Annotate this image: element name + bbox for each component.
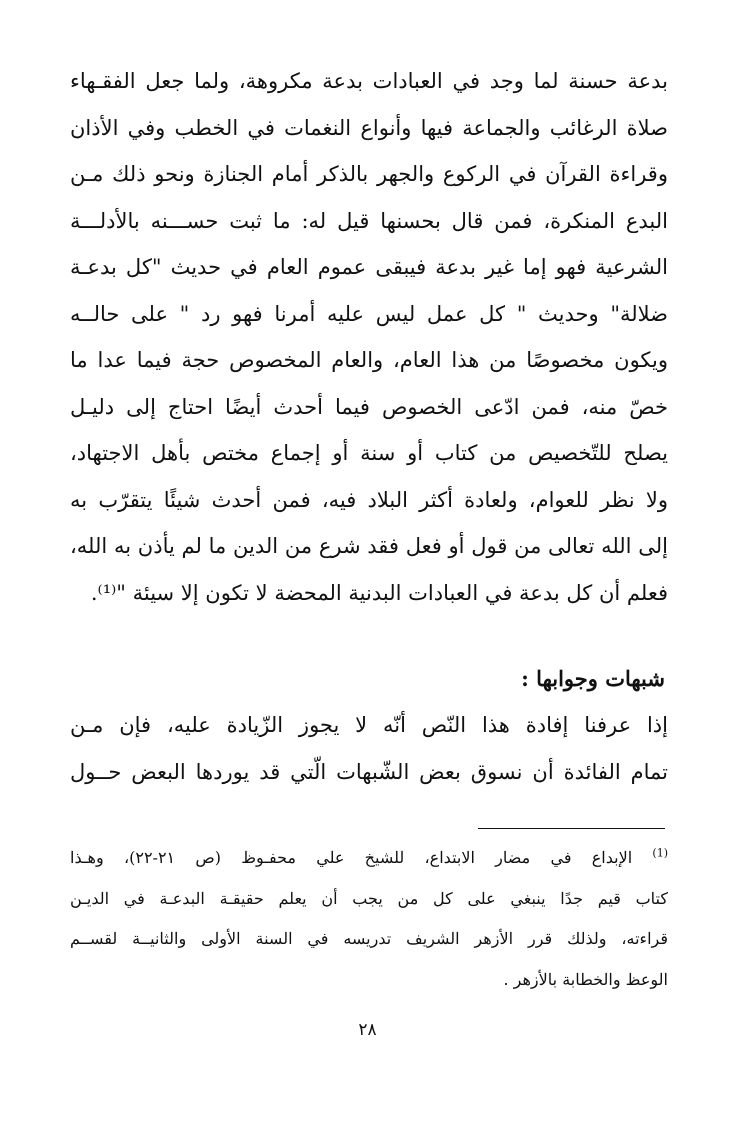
footnote-divider [478, 828, 665, 829]
text-line: ضلالة" وحديث " كل عمل ليس عليه أمرنا فهو رد " على حالــه [70, 301, 668, 326]
footnote-line: الوعظ والخطابة بالأزهر . [503, 969, 668, 989]
text-line: بدعة حسنة لما وجد في العبادات بدعة مكروهة، ولما جعل الفقـهاء [70, 69, 668, 93]
text-line: صلاة الرغائب والجماعة فيها وأنواع النغمات في الخطب وفي الأذان [70, 115, 668, 140]
section-text-block [70, 702, 668, 795]
main-text-block [70, 58, 668, 616]
text-line: يصلح للتّخصيص من كتاب أو سنة أو إجماع مختص بأهل الاجتهاد، [70, 441, 668, 465]
text-line: تمام الفائدة أن نسوق بعض الشّبهات الّتي قد يوردها البعض حــول [70, 759, 668, 784]
text-line: إذا عرفنا إفادة هذا النّص أنّه لا يجوز الزّيادة عليه، فإن مـن [70, 713, 668, 737]
text-line: ويكون مخصوصًا من هذا العام، والعام المخصوص حجة فيما عدا ما [70, 348, 668, 372]
footnote-block [70, 838, 668, 1000]
text-line: فعلم أن كل بدعة في العبادات البدنية المحضة لا تكون إلا سيئة "⁽¹⁾. [90, 580, 668, 605]
section-heading: شبهات وجوابها : [521, 666, 665, 691]
footnote-line [70, 838, 668, 879]
text-line: الشرعية فهو إما غير بدعة فيبقى عموم العام في حديث "كل بدعـة [70, 255, 668, 279]
footnote-line: قراءته، ولذلك قرر الأزهر الشريف تدريسه في السنة الأولى والثانيــة لقســم [70, 929, 668, 948]
text-line: وقراءة القرآن في الركوع والجهر بالذكر أمام الجنازة ونحو ذلك مـن [70, 162, 668, 186]
footnote-text: الإبداع في مضار الابتداع، للشيخ علي محفـوظ (ص ٢١-٢٢)، وهـذا [70, 848, 633, 867]
footnote-marker: (1) [652, 846, 668, 860]
footnote-line: كتاب قيم جدًا ينبغي على كل من يجب أن يعلم حقيقـة البدعـة في الديـن [70, 888, 668, 908]
page-number: ٢٨ [358, 1020, 377, 1040]
text-line: خصّ منه، فمن ادّعى الخصوص فيما أحدث أيضًا احتاج إلى دليـل [70, 394, 668, 419]
text-line: البدع المنكرة، فمن قال بحسنها قيل له: ما ثبت حســـنه بالأدلـــة [70, 208, 668, 233]
text-line: ولا نظر للعوام، ولعادة أكثر البلاد فيه، فمن أحدث شيئًا يتقرّب به [70, 487, 668, 512]
text-line: إلى الله تعالى من قول أو فعل فقد شرع من الدين ما لم يأذن به الله، [70, 534, 668, 558]
